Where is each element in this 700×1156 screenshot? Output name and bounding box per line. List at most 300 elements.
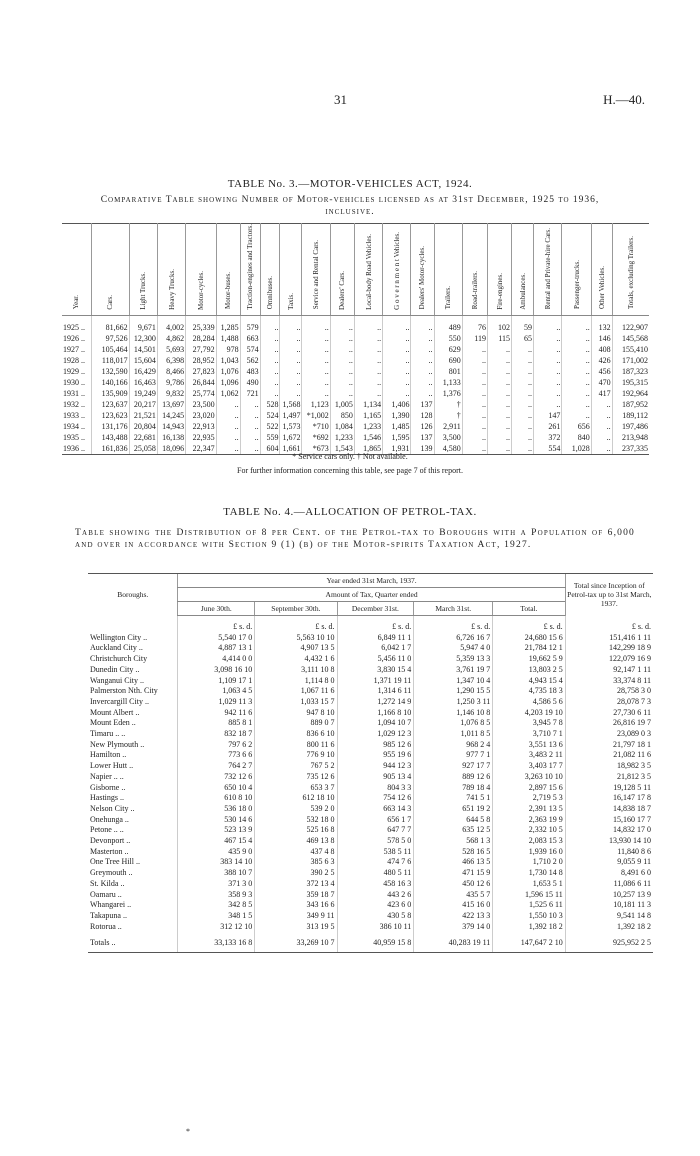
borough-name: Onehunga ..: [90, 814, 129, 824]
table3-column-label: Road-trailers.: [470, 271, 479, 310]
table-row: [88, 911, 653, 922]
count-cell: 20,217: [129, 399, 157, 410]
table-row: [62, 399, 649, 410]
amount-cell: 532 18 0: [255, 815, 337, 826]
count-cell: 4,862: [157, 333, 185, 344]
count-cell: 840: [562, 432, 591, 443]
amount-cell: 889 0 7: [255, 718, 337, 729]
count-cell: ..: [487, 388, 511, 399]
count-cell: ..: [240, 410, 260, 421]
amount-cell: 450 12 6: [414, 879, 493, 890]
amount-cell: 528 16 5: [414, 847, 493, 858]
table3-column-header: [302, 224, 330, 316]
amount-cell: 1,392 18 2: [565, 922, 653, 933]
count-cell: 1,543: [330, 443, 354, 455]
amount-cell: 1,033 15 7: [255, 697, 337, 708]
count-cell: ..: [562, 399, 591, 410]
amount-cell: 6,849 11 1: [337, 633, 414, 644]
count-cell: ..: [383, 366, 411, 377]
units-cell: £ s. d.: [178, 616, 255, 633]
count-cell: 119: [462, 333, 487, 344]
count-cell: 1,661: [280, 443, 302, 455]
total-cell: 40,283 19 11: [414, 932, 493, 952]
count-cell: ..: [462, 355, 487, 366]
amount-cell: 773 6 6: [178, 750, 255, 761]
amount-cell: 656 1 7: [337, 815, 414, 826]
count-cell: ..: [354, 333, 382, 344]
count-cell: ..: [411, 388, 434, 399]
count-cell: ..: [512, 399, 534, 410]
table-row: [88, 676, 653, 687]
year-cell: 1931 ..: [63, 389, 85, 399]
amount-cell: 635 12 5: [414, 825, 493, 836]
table3-column-header: [62, 224, 91, 316]
count-cell: ..: [330, 377, 354, 388]
count-cell: 663: [240, 333, 260, 344]
count-cell: 524: [260, 410, 280, 421]
table3-column-header: [383, 224, 411, 316]
table3-column-label: Omnibuses.: [266, 276, 275, 310]
table-row: [88, 847, 653, 858]
year-cell: 1932 ..: [63, 400, 85, 410]
count-cell: 1,497: [280, 410, 302, 421]
table3-column-label: Motor-cycles.: [196, 270, 205, 310]
count-cell: 656: [562, 421, 591, 432]
amount-cell: 612 18 10: [255, 793, 337, 804]
amount-cell: 539 2 0: [255, 804, 337, 815]
amount-cell: 423 6 0: [337, 900, 414, 911]
amount-cell: 644 5 8: [414, 815, 493, 826]
table3-column-header: [462, 224, 487, 316]
amount-cell: 4,586 5 6: [493, 697, 565, 708]
count-cell: ..: [411, 366, 434, 377]
table3-header-row: [62, 224, 649, 316]
amount-cell: 313 19 5: [255, 922, 337, 933]
amount-cell: 390 2 5: [255, 868, 337, 879]
count-cell: ..: [512, 410, 534, 421]
amount-cell: 4,887 13 1: [178, 643, 255, 654]
amount-cell: 1,710 2 0: [493, 857, 565, 868]
count-cell: 470: [591, 377, 612, 388]
count-cell: 132,590: [91, 366, 129, 377]
count-cell: 135,909: [91, 388, 129, 399]
amount-cell: 2,391 13 5: [493, 804, 565, 815]
count-cell: ..: [534, 355, 562, 366]
amount-cell: 11,086 6 11: [565, 879, 653, 890]
count-cell: 21,521: [129, 410, 157, 421]
count-cell: ..: [330, 355, 354, 366]
table3-column-label: Motor-buses.: [224, 272, 233, 310]
table3-column-header: [280, 224, 302, 316]
totals-row: [88, 932, 653, 952]
count-cell: ..: [330, 366, 354, 377]
amount-cell: 18,982 3 5: [565, 761, 653, 772]
units-row: [88, 616, 653, 633]
amount-cell: 836 6 10: [255, 729, 337, 740]
year-cell: 1935 ..: [63, 433, 85, 443]
table-row: [62, 377, 649, 388]
quarter-header: September 30th.: [255, 602, 337, 616]
count-cell: 22,347: [186, 443, 216, 455]
amount-cell: 1,109 17 1: [178, 676, 255, 687]
table3-column-label: Heavy Trucks.: [167, 268, 176, 310]
count-cell: ..: [260, 316, 280, 334]
table-row: [62, 388, 649, 399]
borough-name: Devonport ..: [90, 836, 131, 846]
count-cell: ..: [260, 344, 280, 355]
count-cell: ..: [512, 377, 534, 388]
count-cell: 27,823: [186, 366, 216, 377]
count-cell: 131,176: [91, 421, 129, 432]
amount-cell: 741 5 1: [414, 793, 493, 804]
year-cell: 1934 ..: [63, 422, 85, 432]
amount-cell: 735 12 6: [255, 772, 337, 783]
amount-cell: 885 8 1: [178, 718, 255, 729]
count-cell: 850: [330, 410, 354, 421]
count-cell: ..: [591, 432, 612, 443]
count-cell: 1,084: [330, 421, 354, 432]
count-cell: 161,836: [91, 443, 129, 455]
table-row: [88, 686, 653, 697]
table3-column-label: Service and Rental Cars.: [312, 240, 321, 310]
borough-name: Hastings ..: [90, 793, 124, 803]
table-row: [88, 836, 653, 847]
amount-cell: 10,181 11 3: [565, 900, 653, 911]
amount-cell: 2,719 5 3: [493, 793, 565, 804]
year-cell: 1925 ..: [63, 323, 85, 333]
amount-cell: 14,838 18 7: [565, 804, 653, 815]
amount-cell: 3,403 17 7: [493, 761, 565, 772]
quarter-header: June 30th.: [178, 602, 255, 616]
total-cell: 33,133 16 8: [178, 932, 255, 952]
amount-cell: 312 12 10: [178, 922, 255, 933]
count-cell: ..: [411, 316, 434, 334]
count-cell: ..: [487, 344, 511, 355]
count-cell: ..: [487, 377, 511, 388]
count-cell: 19,249: [129, 388, 157, 399]
page-number: 31: [334, 92, 347, 107]
amount-cell: 13,803 2 5: [493, 665, 565, 676]
count-cell: 1,485: [383, 421, 411, 432]
count-cell: 76: [462, 316, 487, 334]
table3-column-header: [157, 224, 185, 316]
total-cell: 925,952 2 5: [565, 932, 653, 952]
amount-cell: 21,784 12 1: [493, 643, 565, 654]
amount-cell: 800 11 6: [255, 740, 337, 751]
count-cell: 25,774: [186, 388, 216, 399]
amount-cell: 3,945 7 8: [493, 718, 565, 729]
amount-cell: 1,272 14 9: [337, 697, 414, 708]
amount-cell: 538 5 11: [337, 847, 414, 858]
count-cell: 128: [411, 410, 434, 421]
borough-name: Mount Eden ..: [90, 718, 136, 728]
count-cell: ..: [562, 344, 591, 355]
count-cell: 261: [534, 421, 562, 432]
table-row: [88, 879, 653, 890]
amount-cell: 13,930 14 10: [565, 836, 653, 847]
amount-cell: 16,147 17 8: [565, 793, 653, 804]
count-cell: 1,165: [354, 410, 382, 421]
count-cell: ..: [260, 333, 280, 344]
count-cell: 1,376: [434, 388, 462, 399]
count-cell: 3,500: [434, 432, 462, 443]
count-cell: ..: [411, 355, 434, 366]
count-cell: 1,568: [280, 399, 302, 410]
amount-cell: 568 1 3: [414, 836, 493, 847]
amount-cell: 1,596 15 11: [493, 890, 565, 901]
amount-cell: 985 12 6: [337, 740, 414, 751]
borough-name: Rotorua ..: [90, 921, 122, 931]
petrol-tax-table: [88, 573, 653, 953]
count-cell: 372: [534, 432, 562, 443]
count-cell: 143,488: [91, 432, 129, 443]
amount-cell: 4,735 18 3: [493, 686, 565, 697]
amount-cell: 9,055 9 11: [565, 857, 653, 868]
count-cell: 456: [591, 366, 612, 377]
count-cell: 25,339: [186, 316, 216, 334]
amount-cell: 15,160 17 7: [565, 815, 653, 826]
amount-cell: 6,042 1 7: [337, 643, 414, 654]
count-cell: 118,017: [91, 355, 129, 366]
count-cell: ..: [487, 432, 511, 443]
count-cell: ..: [240, 399, 260, 410]
amount-cell: 1,114 8 0: [255, 676, 337, 687]
amount-cell: 767 5 2: [255, 761, 337, 772]
table3-footnote-reference: For further information concerning this table, see page 7 of this report.: [237, 466, 463, 475]
table-row: [88, 729, 653, 740]
amount-cell: 653 3 7: [255, 783, 337, 794]
table-row: [62, 410, 649, 421]
amount-cell: 9,541 14 8: [565, 911, 653, 922]
amount-cell: 1,939 16 0: [493, 847, 565, 858]
borough-name: Timaru .. ..: [90, 729, 126, 739]
count-cell: 171,002: [612, 355, 649, 366]
count-cell: 137: [411, 432, 434, 443]
amount-cell: 372 13 4: [255, 879, 337, 890]
count-cell: 5,693: [157, 344, 185, 355]
amount-cell: 1,392 18 2: [493, 922, 565, 933]
amount-cell: 348 1 5: [178, 911, 255, 922]
amount-cell: 1,250 3 11: [414, 697, 493, 708]
amount-cell: 2,363 19 9: [493, 815, 565, 826]
count-cell: 81,662: [91, 316, 129, 334]
count-cell: 604: [260, 443, 280, 455]
count-cell: ..: [562, 366, 591, 377]
units-cell: £ s. d.: [337, 616, 414, 633]
count-cell: 550: [434, 333, 462, 344]
count-cell: ..: [487, 399, 511, 410]
amount-cell: 383 14 10: [178, 857, 255, 868]
count-cell: ..: [487, 421, 511, 432]
amount-cell: 5,359 13 3: [414, 654, 493, 665]
amount-cell: 663 14 3: [337, 804, 414, 815]
count-cell: 139: [411, 443, 434, 455]
amount-cell: 8,491 6 0: [565, 868, 653, 879]
count-cell: ..: [591, 421, 612, 432]
count-cell: 197,486: [612, 421, 649, 432]
amount-cell: 480 5 11: [337, 868, 414, 879]
count-cell: 1,123: [302, 399, 330, 410]
count-cell: 20,804: [129, 421, 157, 432]
count-cell: 12,300: [129, 333, 157, 344]
count-cell: ..: [216, 399, 240, 410]
amount-cell: 2,897 15 6: [493, 783, 565, 794]
amount-cell: 385 6 3: [255, 857, 337, 868]
amount-cell: 4,943 15 4: [493, 676, 565, 687]
count-cell: 1,043: [216, 355, 240, 366]
table-row: [88, 793, 653, 804]
count-cell: ..: [534, 366, 562, 377]
count-cell: 26,844: [186, 377, 216, 388]
table-row: [88, 697, 653, 708]
count-cell: 1,406: [383, 399, 411, 410]
count-cell: ..: [462, 344, 487, 355]
count-cell: 1,005: [330, 399, 354, 410]
units-cell: £ s. d.: [493, 616, 565, 633]
count-cell: 16,463: [129, 377, 157, 388]
borough-name: Whangarei ..: [90, 900, 132, 910]
count-cell: ..: [512, 432, 534, 443]
count-cell: 16,138: [157, 432, 185, 443]
table-row: [62, 344, 649, 355]
amount-cell: 28,758 3 0: [565, 686, 653, 697]
count-cell: ..: [591, 443, 612, 455]
amount-cell: 1,371 19 11: [337, 676, 414, 687]
count-cell: ..: [462, 399, 487, 410]
count-cell: 9,832: [157, 388, 185, 399]
count-cell: ..: [280, 333, 302, 344]
count-cell: 189,112: [612, 410, 649, 421]
amount-cell: 2,083 15 3: [493, 836, 565, 847]
borough-name: Auckland City ..: [90, 643, 143, 653]
table3-column-header: [216, 224, 240, 316]
amount-cell: 21,812 3 5: [565, 772, 653, 783]
count-cell: ..: [302, 333, 330, 344]
amount-of-tax-header: Amount of Tax, Quarter ended: [178, 588, 565, 602]
table3-column-label: Light Trucks.: [139, 271, 148, 310]
amount-cell: 1,525 6 11: [493, 900, 565, 911]
amount-cell: 19,662 5 9: [493, 654, 565, 665]
table3-column-label: G o v e r n m e n t Vehicles.: [392, 231, 401, 310]
count-cell: 1,062: [216, 388, 240, 399]
borough-name: Petone .. ..: [90, 825, 124, 835]
count-cell: 1,233: [354, 421, 382, 432]
amount-cell: 343 16 6: [255, 900, 337, 911]
count-cell: ..: [512, 344, 534, 355]
count-cell: *710: [302, 421, 330, 432]
count-cell: 554: [534, 443, 562, 455]
count-cell: 237,335: [612, 443, 649, 455]
count-cell: †: [434, 399, 462, 410]
count-cell: 489: [434, 316, 462, 334]
table3-column-header: [330, 224, 354, 316]
borough-name: St. Kilda ..: [90, 878, 125, 888]
count-cell: ..: [411, 333, 434, 344]
borough-name: One Tree Hill ..: [90, 857, 140, 867]
count-cell: 115: [487, 333, 511, 344]
count-cell: 522: [260, 421, 280, 432]
count-cell: 23,020: [186, 410, 216, 421]
table3-column-label: Passenger-trucks.: [572, 260, 581, 310]
count-cell: ..: [383, 316, 411, 334]
count-cell: 187,952: [612, 399, 649, 410]
amount-cell: 754 12 6: [337, 793, 414, 804]
table-row: [88, 857, 653, 868]
amount-cell: 1,094 10 7: [337, 718, 414, 729]
amount-cell: 4,414 0 0: [178, 654, 255, 665]
borough-name: Oamaru ..: [90, 889, 122, 899]
count-cell: ..: [534, 333, 562, 344]
amount-cell: 467 15 4: [178, 836, 255, 847]
table3-column-header: [562, 224, 591, 316]
table3-column-header: [260, 224, 280, 316]
amount-cell: 5,540 17 0: [178, 633, 255, 644]
table3-column-label: Totals, excluding Trailers.: [626, 236, 635, 310]
quarter-header: March 31st.: [414, 602, 493, 616]
count-cell: 690: [434, 355, 462, 366]
units-cell: £ s. d.: [414, 616, 493, 633]
count-cell: ..: [280, 388, 302, 399]
count-cell: 192,964: [612, 388, 649, 399]
count-cell: ..: [383, 344, 411, 355]
count-cell: ..: [462, 366, 487, 377]
amount-cell: 359 18 7: [255, 890, 337, 901]
amount-cell: 1,029 12 3: [337, 729, 414, 740]
count-cell: ..: [240, 432, 260, 443]
table3-column-label: Local-body Road Vehicles.: [364, 233, 373, 310]
amount-cell: 474 7 6: [337, 857, 414, 868]
count-cell: 28,284: [186, 333, 216, 344]
count-cell: 123,637: [91, 399, 129, 410]
table-row: [88, 761, 653, 772]
amount-cell: 3,263 10 10: [493, 772, 565, 783]
table3-column-label: Year.: [72, 295, 81, 310]
count-cell: 6,398: [157, 355, 185, 366]
amount-cell: 5,456 11 0: [337, 654, 414, 665]
count-cell: 147: [534, 410, 562, 421]
count-cell: ..: [591, 410, 612, 421]
borough-name: New Plymouth ..: [90, 739, 145, 749]
quarter-header: December 31st.: [337, 602, 414, 616]
amount-cell: 977 7 1: [414, 750, 493, 761]
count-cell: 1,076: [216, 366, 240, 377]
table-row: [62, 316, 649, 334]
amount-cell: 19,128 5 11: [565, 783, 653, 794]
count-cell: ..: [354, 388, 382, 399]
amount-cell: 28,078 7 3: [565, 697, 653, 708]
count-cell: 1,285: [216, 316, 240, 334]
count-cell: ..: [302, 366, 330, 377]
amount-cell: 122,079 16 9: [565, 654, 653, 665]
count-cell: ..: [354, 366, 382, 377]
table-row: [88, 922, 653, 933]
count-cell: ..: [280, 366, 302, 377]
quarter-header: Total.: [493, 602, 565, 616]
year-cell: 1929 ..: [63, 367, 85, 377]
count-cell: 146: [591, 333, 612, 344]
count-cell: ..: [383, 333, 411, 344]
count-cell: 1,488: [216, 333, 240, 344]
count-cell: 187,323: [612, 366, 649, 377]
count-cell: ..: [280, 344, 302, 355]
amount-cell: 797 6 2: [178, 740, 255, 751]
borough-name: Greymouth ..: [90, 868, 133, 878]
table3-column-header: [129, 224, 157, 316]
amount-cell: 437 4 8: [255, 847, 337, 858]
count-cell: 195,315: [612, 377, 649, 388]
amount-cell: 1,076 8 5: [414, 718, 493, 729]
count-cell: 579: [240, 316, 260, 334]
